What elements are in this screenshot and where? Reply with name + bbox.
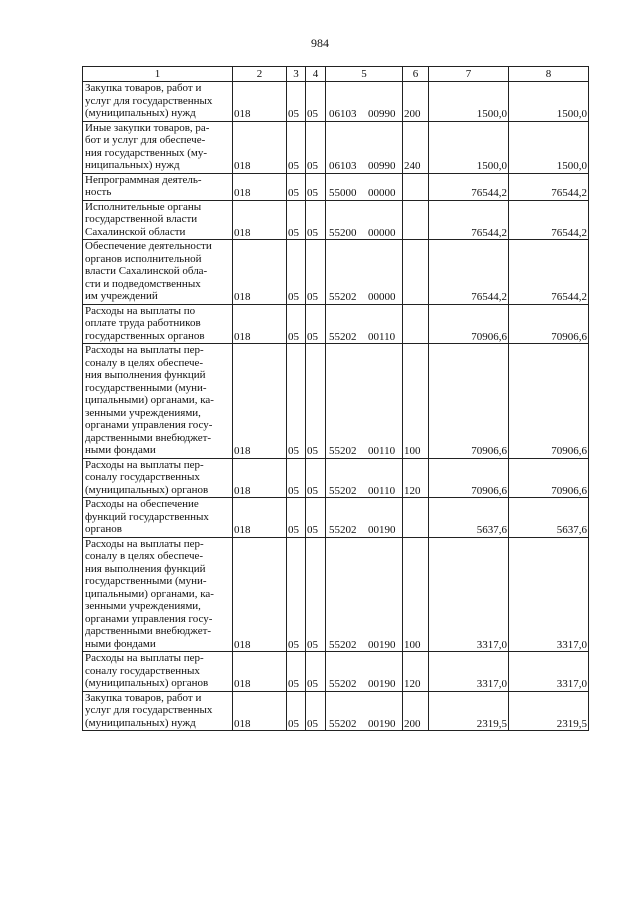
- ministry-code-cell: 018: [233, 200, 287, 240]
- amount-cell: 3317,0: [509, 537, 589, 652]
- subsection-code-cell: 05: [306, 344, 326, 459]
- target-article-code-part-b: 00000: [368, 187, 396, 199]
- row-name-line: государственной власти: [85, 213, 198, 225]
- target-article-code-part-b: 00000: [368, 291, 396, 303]
- target-article-code-part-b: 00110: [368, 484, 396, 497]
- target-article-code-part-b: 00190: [368, 717, 396, 730]
- target-article-code-cell: [326, 82, 403, 122]
- section-code-cell: 05: [287, 82, 306, 122]
- ministry-code-cell: 018: [233, 304, 287, 344]
- ministry-code-cell: 018: [233, 240, 287, 305]
- target-article-code-part-b: 00990: [368, 160, 396, 172]
- amount-cell: 70906,6: [429, 458, 509, 498]
- ministry-code-cell: 018: [233, 458, 287, 498]
- subsection-code-cell: 05: [306, 304, 326, 344]
- subsection-code-cell: 05: [306, 82, 326, 122]
- table-row: [83, 121, 589, 173]
- amount-cell: 2319,5: [429, 691, 509, 731]
- table-row: [83, 458, 589, 498]
- target-article-code-part-a: 55202: [329, 291, 357, 303]
- target-article-code-part-a: 55200: [329, 226, 357, 239]
- amount-cell: 5637,6: [509, 498, 589, 538]
- amount-cell: 70906,6: [509, 344, 589, 459]
- row-name-line: ния выполнения функций: [85, 369, 206, 381]
- row-name-cell: [83, 200, 233, 240]
- column-header: 2: [233, 67, 287, 82]
- target-article-code-part-b: 00110: [368, 445, 396, 457]
- section-code-cell: 05: [287, 240, 306, 305]
- section-code-cell: 05: [287, 498, 306, 538]
- target-article-code-cell: [326, 304, 403, 344]
- column-header: 4: [306, 67, 326, 82]
- row-name-cell: [83, 498, 233, 538]
- expense-type-code-cell: [403, 173, 429, 200]
- row-name-line: ния выполнения функций: [85, 562, 206, 575]
- table-row: [83, 173, 589, 200]
- row-name-line: услуг для государственных: [85, 94, 213, 107]
- row-name-cell: [83, 82, 233, 122]
- row-name-line: государственными (муни-: [85, 381, 207, 394]
- target-article-code-cell: [326, 652, 403, 692]
- table-row: [83, 240, 589, 305]
- target-article-code-cell: [326, 458, 403, 498]
- amount-cell: 76544,2: [509, 173, 589, 200]
- expense-type-code-cell: 200: [403, 691, 429, 731]
- table-row: [83, 537, 589, 652]
- subsection-code-cell: 05: [306, 458, 326, 498]
- row-name-line: Расходы на выплаты по: [85, 304, 196, 317]
- column-header: 6: [403, 67, 429, 82]
- row-name-line: Сахалинской области: [85, 225, 186, 238]
- expense-type-code-cell: 100: [403, 344, 429, 459]
- row-name-line: (муниципальных) органов: [85, 483, 209, 496]
- expense-type-code-cell: [403, 304, 429, 344]
- target-article-code-part-a: 55000: [329, 187, 357, 199]
- row-name-line: ципальными) органами, ка-: [85, 394, 214, 406]
- table-row: [83, 652, 589, 692]
- row-name-line: зенными учреждениями,: [85, 600, 201, 612]
- row-name-line: Обеспечение деятельности: [85, 240, 212, 252]
- section-code-cell: 05: [287, 121, 306, 173]
- row-name-line: власти Сахалинской обла-: [85, 265, 208, 277]
- ministry-code-cell: 018: [233, 82, 287, 122]
- section-code-cell: 05: [287, 200, 306, 240]
- target-article-code-cell: [326, 240, 403, 305]
- target-article-code-part-a: 55202: [329, 524, 357, 536]
- subsection-code-cell: 05: [306, 652, 326, 692]
- ministry-code-cell: 018: [233, 652, 287, 692]
- target-article-code-cell: [326, 691, 403, 731]
- row-name-cell: [83, 458, 233, 498]
- amount-cell: 3317,0: [429, 537, 509, 652]
- section-code-cell: 05: [287, 458, 306, 498]
- row-name-line: ципальными) органами, ка-: [85, 587, 214, 600]
- column-header: 3: [287, 67, 306, 82]
- row-name-line: бот и услуг для обеспече-: [85, 134, 206, 146]
- section-code-cell: 05: [287, 652, 306, 692]
- amount-cell: 76544,2: [429, 200, 509, 240]
- amount-cell: 70906,6: [509, 304, 589, 344]
- section-code-cell: 05: [287, 537, 306, 652]
- amount-cell: 3317,0: [429, 652, 509, 692]
- row-name-line: (муниципальных) нужд: [85, 716, 196, 729]
- row-name-line: органами управления госу-: [85, 612, 213, 625]
- amount-cell: 3317,0: [509, 652, 589, 692]
- target-article-code-part-a: 55202: [329, 484, 357, 497]
- row-name-line: ными фондами: [85, 637, 156, 650]
- target-article-code-cell: [326, 173, 403, 200]
- row-name-line: органами управления госу-: [85, 419, 213, 431]
- ministry-code-cell: 018: [233, 691, 287, 731]
- subsection-code-cell: 05: [306, 173, 326, 200]
- column-header: 7: [429, 67, 509, 82]
- row-name-cell: [83, 691, 233, 731]
- section-code-cell: 05: [287, 344, 306, 459]
- amount-cell: 5637,6: [429, 498, 509, 538]
- row-name-line: Расходы на выплаты пер-: [85, 537, 204, 550]
- row-name-line: государственными (муни-: [85, 575, 207, 587]
- ministry-code-cell: 018: [233, 173, 287, 200]
- expense-type-code-cell: [403, 240, 429, 305]
- row-name-line: государственных органов: [85, 329, 205, 342]
- target-article-code-part-b: 00000: [368, 226, 396, 239]
- table-row: [83, 344, 589, 459]
- ministry-code-cell: 018: [233, 498, 287, 538]
- expense-type-code-cell: [403, 498, 429, 538]
- subsection-code-cell: 05: [306, 691, 326, 731]
- row-name-cell: [83, 344, 233, 459]
- amount-cell: 70906,6: [429, 344, 509, 459]
- row-name-line: Расходы на обеспечение: [85, 498, 199, 510]
- amount-cell: 76544,2: [509, 200, 589, 240]
- row-name-line: соналу государственных: [85, 664, 200, 677]
- budget-table: [82, 66, 589, 731]
- amount-cell: 2319,5: [509, 691, 589, 731]
- row-name-line: Непрограммная деятель-: [85, 173, 202, 186]
- row-name-line: органов: [85, 523, 122, 535]
- target-article-code-cell: [326, 121, 403, 173]
- amount-cell: 76544,2: [509, 240, 589, 305]
- expense-type-code-cell: 240: [403, 121, 429, 173]
- subsection-code-cell: 05: [306, 537, 326, 652]
- expense-type-code-cell: 120: [403, 652, 429, 692]
- ministry-code-cell: 018: [233, 537, 287, 652]
- target-article-code-part-a: 55202: [329, 638, 357, 651]
- row-name-line: ниципальных) нужд: [85, 159, 180, 171]
- amount-cell: 76544,2: [429, 173, 509, 200]
- column-header: 5: [326, 67, 403, 82]
- table-row: [83, 82, 589, 122]
- row-name-cell: [83, 173, 233, 200]
- row-name-cell: [83, 304, 233, 344]
- column-header: 8: [509, 67, 589, 82]
- row-name-line: Расходы на выплаты пер-: [85, 344, 204, 356]
- section-code-cell: 05: [287, 304, 306, 344]
- header-row: [83, 67, 589, 82]
- row-name-line: (муниципальных) нужд: [85, 107, 196, 119]
- table-row: [83, 200, 589, 240]
- amount-cell: 70906,6: [509, 458, 589, 498]
- amount-cell: 1500,0: [509, 121, 589, 173]
- row-name-line: Расходы на выплаты пер-: [85, 458, 204, 471]
- row-name-cell: [83, 537, 233, 652]
- expense-type-code-cell: 200: [403, 82, 429, 122]
- row-name-line: сти и подведомственных: [85, 277, 201, 290]
- row-name-line: ными фондами: [85, 444, 156, 456]
- row-name-line: оплате труда работников: [85, 317, 201, 329]
- row-name-line: (муниципальных) органов: [85, 677, 209, 689]
- row-name-cell: [83, 652, 233, 692]
- section-code-cell: 05: [287, 173, 306, 200]
- target-article-code-part-b: 00990: [368, 108, 396, 120]
- row-name-line: дарственными внебюджет-: [85, 625, 212, 637]
- amount-cell: 76544,2: [429, 240, 509, 305]
- row-name-line: зенными учреждениями,: [85, 406, 201, 419]
- row-name-cell: [83, 121, 233, 173]
- amount-cell: 1500,0: [429, 82, 509, 122]
- table-row: [83, 691, 589, 731]
- subsection-code-cell: 05: [306, 200, 326, 240]
- target-article-code-part-a: 06103: [329, 160, 357, 172]
- row-name-line: соналу государственных: [85, 471, 200, 483]
- expense-type-code-cell: 100: [403, 537, 429, 652]
- target-article-code-part-a: 55202: [329, 678, 357, 690]
- row-name-line: функций государственных: [85, 510, 209, 523]
- target-article-code-part-b: 00190: [368, 638, 396, 651]
- row-name-line: Закупка товаров, работ и: [85, 82, 202, 94]
- row-name-line: услуг для государственных: [85, 704, 213, 716]
- amount-cell: 1500,0: [509, 82, 589, 122]
- target-article-code-part-b: 00190: [368, 524, 396, 536]
- ministry-code-cell: 018: [233, 121, 287, 173]
- subsection-code-cell: 05: [306, 240, 326, 305]
- target-article-code-part-a: 55202: [329, 717, 357, 730]
- target-article-code-cell: [326, 498, 403, 538]
- row-name-line: ния государственных (му-: [85, 146, 208, 159]
- row-name-line: ность: [85, 186, 112, 198]
- subsection-code-cell: 05: [306, 498, 326, 538]
- row-name-cell: [83, 240, 233, 305]
- row-name-line: Расходы на выплаты пер-: [85, 652, 204, 664]
- table-row: [83, 498, 589, 538]
- page-number: 984: [311, 36, 329, 50]
- row-name-line: соналу в целях обеспече-: [85, 550, 204, 562]
- target-article-code-cell: [326, 200, 403, 240]
- row-name-line: им учреждений: [85, 290, 158, 302]
- target-article-code-part-a: 55202: [329, 445, 357, 457]
- subsection-code-cell: 05: [306, 121, 326, 173]
- ministry-code-cell: 018: [233, 344, 287, 459]
- target-article-code-part-a: 55202: [329, 330, 357, 343]
- row-name-line: дарственными внебюджет-: [85, 431, 212, 444]
- target-article-code-part-b: 00110: [368, 330, 396, 343]
- target-article-code-part-a: 06103: [329, 108, 357, 120]
- amount-cell: 70906,6: [429, 304, 509, 344]
- column-header: 1: [83, 67, 233, 82]
- target-article-code-cell: [326, 344, 403, 459]
- expense-type-code-cell: [403, 200, 429, 240]
- row-name-line: Закупка товаров, работ и: [85, 691, 202, 704]
- row-name-line: Иные закупки товаров, ра-: [85, 121, 210, 134]
- row-name-line: соналу в целях обеспече-: [85, 356, 204, 369]
- table-row: [83, 304, 589, 344]
- row-name-line: Исполнительные органы: [85, 200, 202, 213]
- amount-cell: 1500,0: [429, 121, 509, 173]
- target-article-code-part-b: 00190: [368, 678, 396, 690]
- row-name-line: органов исполнительной: [85, 252, 202, 265]
- expense-type-code-cell: 120: [403, 458, 429, 498]
- target-article-code-cell: [326, 537, 403, 652]
- section-code-cell: 05: [287, 691, 306, 731]
- table-body: [83, 82, 589, 731]
